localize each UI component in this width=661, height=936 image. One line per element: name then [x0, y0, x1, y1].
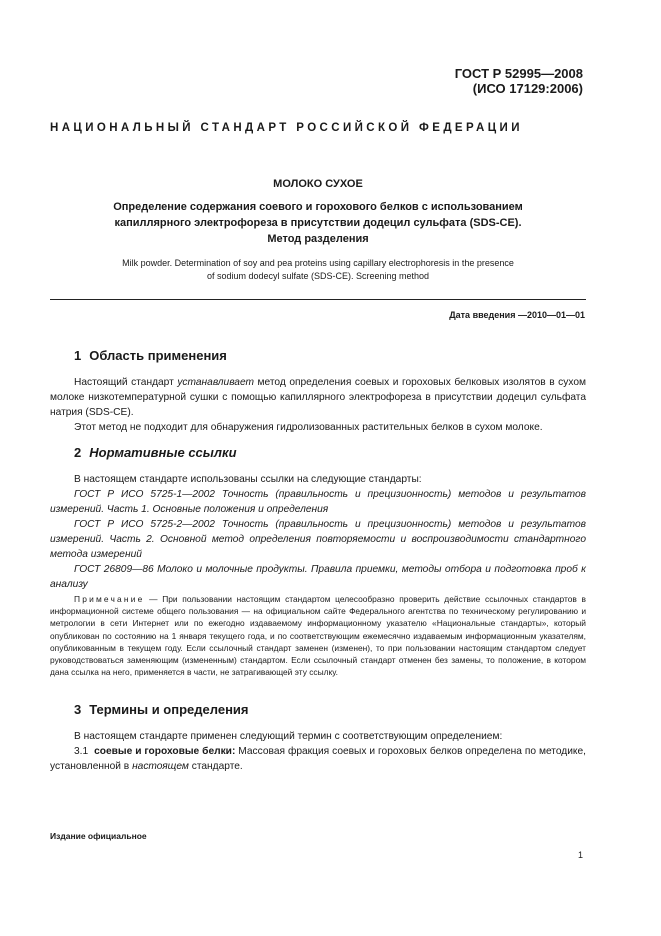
section-number: 2 [74, 445, 82, 460]
document-subtitle [70, 199, 566, 247]
reference-item: ГОСТ 26809—86 Молоко и молочные продукты. Правила приемки, методы отбора и подготовка проб к анализу [50, 564, 586, 590]
term-number: 3.1 [74, 746, 89, 757]
paragraph: Этот метод не подходит для обнаружения гидролизованных растительных белков в сухом молоке. [74, 422, 543, 433]
header-divider [50, 299, 586, 300]
document-title: МОЛОКО СУХОЕ [273, 178, 363, 190]
section-number: 3 [74, 702, 82, 717]
subtitle-line: Метод разделения [267, 233, 369, 245]
subtitle-line: Определение содержания соевого и горохового белков с использованием [113, 201, 523, 213]
emphasis-text: устанавливает [177, 377, 255, 388]
paragraph: В настоящем стандарте использованы ссылки на следующие стандарты: [74, 474, 422, 485]
page-number: 1 [578, 850, 584, 860]
term: соевые и гороховые белки: [94, 746, 236, 757]
standard-designation [455, 66, 583, 96]
term-definition [50, 744, 586, 774]
introduction-date: Дата введения —2010—01—01 [449, 310, 585, 320]
english-title [80, 257, 556, 283]
definition-text: стандарте. [188, 761, 243, 772]
section-3-heading [74, 702, 249, 717]
section-1-body [50, 375, 586, 435]
paragraph [50, 375, 586, 420]
section-1-heading [74, 348, 227, 363]
national-standard-banner: НАЦИОНАЛЬНЫЙ СТАНДАРТ РОССИЙСКОЙ ФЕДЕРАЦИИ [50, 122, 523, 134]
section-title: Нормативные ссылки [89, 445, 237, 460]
text-run: метод определения соевых и гороховых белковых изолятов в сухом молоке низкотемпературной сушки с помощью капиллярного электрофореза в присутствии додецил сульфата натрия (SDS-CE). [50, 377, 586, 418]
paragraph: В настоящем стандарте применен следующий термин с соответствующим определением: [74, 731, 503, 742]
reference-item: ГОСТ Р ИСО 5725-1—2002 Точность (правильность и прецизионность) методов и результатов измерений. Часть 1. Основные положения и определения [50, 489, 586, 515]
english-title-line: of sodium dodecyl sulfate (SDS-CE). Screening method [206, 271, 430, 281]
section-number: 1 [74, 348, 82, 363]
section-3-body [50, 729, 586, 774]
text-run: Настоящий стандарт [74, 377, 178, 388]
note-block [50, 593, 586, 678]
official-edition-label: Издание официальное [50, 831, 147, 841]
iso-number: (ИСО 17129:2006) [472, 81, 583, 96]
section-title: Область применения [89, 348, 227, 363]
section-title: Термины и определения [89, 702, 249, 717]
note-text: — При пользовании настоящим стандартом целесообразно проверить действие ссылочных стандартов в информационной системе общего пользования — на официальном сайте Федерального агентства по техническому регулированию и метрологии в сети Интернет или по ежегодно издаваемому информационному указателю «Национальные стандарты», который опубликован по состоянию на 1 января текущего года, и по соответствующим ежемесячно издаваемым информационным указателям, опубликованным в текущем году. Если ссылочный стандарт заменен (изменен), то при пользовании настоящим стандартом следует руководствоваться заменяющим (измененным) стандартом. Если ссылочный стандарт отменен без замены, то положение, в котором дана ссылка на него, применяется в части, не затрагивающей эту ссылку. [50, 594, 586, 678]
definition-text: Массовая фракция соевых и гороховых белков определена по методике, установленной в [50, 746, 586, 772]
subtitle-line: капиллярного электрофореза в присутствии додецил сульфата (SDS-CE). [114, 217, 522, 229]
emphasis-text: настоящем [132, 761, 189, 772]
standard-number: ГОСТ Р 52995—2008 [454, 66, 583, 81]
note-label: Примечание [74, 594, 145, 604]
english-title-line: Milk powder. Determination of soy and pea proteins using capillary electrophoresis in the presence [122, 258, 514, 268]
section-2-body [50, 472, 586, 592]
reference-item: ГОСТ Р ИСО 5725-2—2002 Точность (правильность и прецизионность) методов и результатов измерений. Часть 2. Основной метод определения повторяемости и воспроизводимости стандартного метода измерений [50, 519, 586, 560]
section-2-heading [74, 445, 237, 460]
